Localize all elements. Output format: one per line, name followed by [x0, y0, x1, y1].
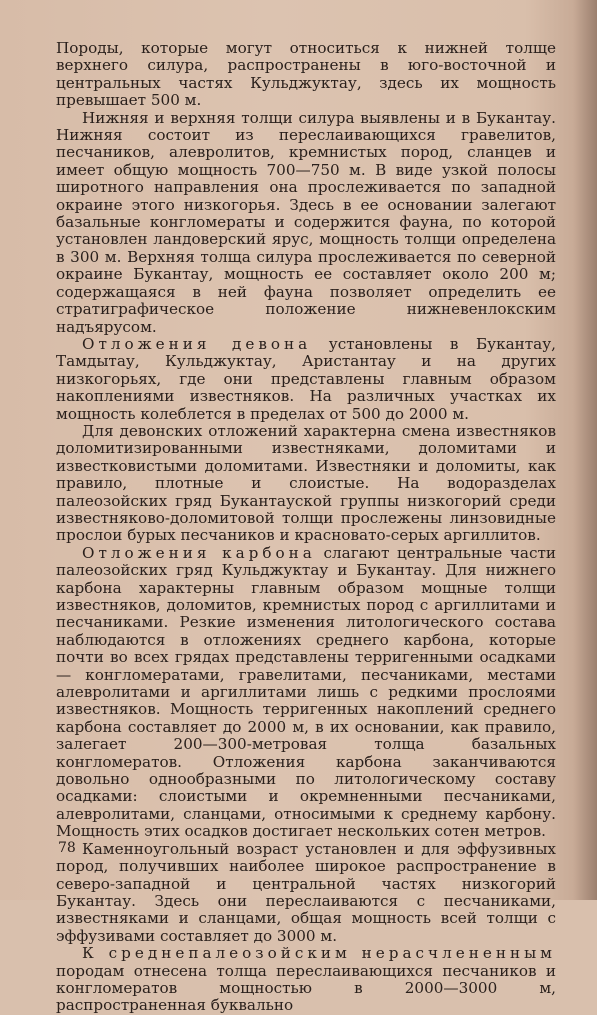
paragraph-7	[56, 945, 556, 1015]
paragraph-6	[56, 841, 556, 945]
body-text	[56, 40, 556, 1015]
paragraph-4	[56, 423, 556, 545]
paragraph-1	[56, 40, 556, 110]
paragraph-text: Для девонских отложений характерна смена известняков доломитизированными известняками, доломитами и известковистыми доломитами. Известняки и доломиты, как правило, плотные и слоистые. На водоразделах палеозойских гряд Букантауской группы низкогорий среди известняково-доломитовой толщи прослежены линзовидные прослои бурых песчаников и красновато-серых аргиллитов.	[56, 421, 556, 545]
paragraph-text: Каменноугольный возраст установлен и для эффузивных пород, получивших наиболее широкое распространение в северо-западной и центральной частях низкогорий Букантау. Здесь они переслаиваются с песчаниками, известняками и сланцами, общая мощность всей толщи с эффузивами составляет до 3000 м.	[56, 839, 556, 945]
paragraph-lead: Отложения девона	[82, 334, 312, 353]
paragraph-2	[56, 110, 556, 336]
paragraph-text: слагают центральные части палеозойских гряд Кульджуктау и Букантау. Для нижнего карбона характерны главным образом мощные толщи известняков, доломитов, кремнистых пород с аргиллитами и песчаниками. Резкие изменения литологического состава наблюдаются в отложениях среднего карбона, которые почти во всех грядах представлены терригенными осадками — конгломератами, гравелитами, песчаниками, местами алевролитами и аргиллитами лишь с редкими прослоями известняков. Мощность терригенных накоплений среднего карбона составляет до 2000 м, в их основании, как правило, залегает 200—300-метровая толща базальных конгломератов. Отложения карбона заканчиваются довольно однообразными по литологическому составу осадками: слоистыми и окремненными песчаниками, алевролитами, сланцами, относимыми к среднему карбону. Мощность этих осадков достигает нескольких сотен метров.	[56, 543, 556, 841]
paragraph-text: установлены в Букантау, Тамдытау, Кульджуктау, Аристантау и на других низкогорьях, где они представлены главным образом накоплениями известняков. На различных участках их мощность колеблется в пределах от 500 до 2000 м.	[56, 334, 556, 423]
paragraph-text: Нижняя и верхняя толщи силура выявлены и в Букантау. Нижняя состоит из переслаивающихся гравелитов, песчаников, алевролитов, кремнистых пород, сланцев и имеет общую мощность 700—750 м. В виде узкой полосы широтного направления она прослеживается по западной окраине этого низкогорья. Здесь в ее основании залегают базальные конгломераты и содержится фауна, по которой установлен ландоверский ярус, мощность толщи определена в 300 м. Верхняя толща силура прослеживается по северной окраине Букантау, мощность ее составляет около 200 м; содержащаяся в ней фауна позволяет определить ее стратиграфическое положение нижневенлокским надъярусом.	[56, 108, 556, 336]
paragraph-text: породам отнесена толща переслаивающихся песчаников и конгломератов мощностью в 2000—3000 м, распространенная буквально	[56, 961, 556, 1015]
page-number: 78	[58, 840, 76, 856]
paragraph-5	[56, 545, 556, 841]
paragraph-lead: К среднепалеозойским нерасчлененным	[82, 944, 556, 963]
paragraph-lead: Отложения карбона	[82, 543, 316, 562]
paragraph-text: Породы, которые могут относиться к нижней толще верхнего силура, распространены в юго-восточной и центральных частях Кульджуктау, здесь их мощность превышает 500 м.	[56, 39, 556, 110]
paragraph-3	[56, 336, 556, 423]
